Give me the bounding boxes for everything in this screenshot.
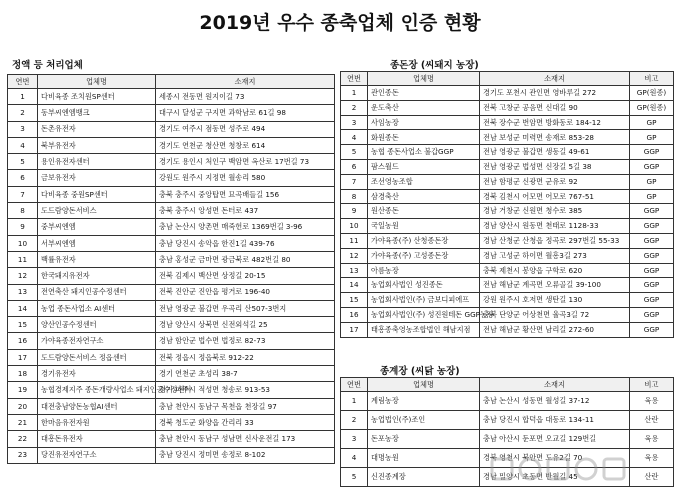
column-header: 연번 [341, 72, 368, 86]
table-cell: 대흥돈유전자 [38, 431, 156, 447]
table-cell: 8 [341, 189, 368, 204]
table-cell: 경기도 용인시 처인구 백암면 옥산로 17번길 73 [156, 154, 335, 170]
table-cell: 전북 진안군 진안읍 평거로 196-40 [156, 284, 335, 300]
table-cell: 산란 [630, 468, 674, 487]
table-row [341, 278, 674, 293]
table-cell: GP(원종) [630, 100, 674, 115]
table-cell: 가야육종(주) 산청종돈장 [368, 233, 480, 248]
table-cell: 3 [8, 121, 38, 137]
table-row [8, 447, 335, 463]
table-row [8, 235, 335, 251]
table-cell: 23 [8, 447, 38, 463]
table-cell: 14 [8, 300, 38, 316]
table-cell: 다비육종 조치원SP센터 [38, 89, 156, 105]
table-row [8, 333, 335, 349]
table-cell: 중부씨엔엠 [38, 219, 156, 235]
table-row [8, 203, 335, 219]
table-cell: 경기도 포천시 관인면 영바루길 272 [480, 86, 630, 101]
table-row [341, 145, 674, 160]
table-row [8, 219, 335, 235]
table-row [341, 430, 674, 449]
table-cell: GGP [630, 233, 674, 248]
table-cell: 11 [341, 233, 368, 248]
table-cell: 13 [8, 284, 38, 300]
table-cell: 전남 영광군 불갑면 우곡리 산507-3번지 [156, 300, 335, 316]
table-cell: 북부유전자 [38, 137, 156, 153]
table-cell: 운도축산 [368, 100, 480, 115]
table-cell: GGP [630, 263, 674, 278]
table-cell: 한마음유전자원 [38, 414, 156, 430]
table-cell: 충남 논산시 양촌면 매죽헌로 1369번길 3-96 [156, 219, 335, 235]
table-cell: GGP [630, 322, 674, 337]
table-cell: 백률유전자 [38, 251, 156, 267]
table-cell: 전남 영광군 법성면 신장길 5길 38 [480, 159, 630, 174]
table-cell: 전북 김제시 백산면 상정길 20-15 [156, 268, 335, 284]
table-row [8, 154, 335, 170]
table-cell: GGP [630, 219, 674, 234]
table-row [341, 219, 674, 234]
table-cell: 충남 논산시 성동면 월성길 37-12 [480, 392, 630, 411]
table-row [341, 411, 674, 430]
table-header-row [341, 378, 674, 392]
table-cell: 2 [341, 411, 368, 430]
table-row [341, 263, 674, 278]
table-cell: 전남 함평군 신광면 군유로 92 [480, 174, 630, 189]
table-row [8, 349, 335, 365]
table-row [8, 431, 335, 447]
table-row [8, 300, 335, 316]
table-cell: 5 [8, 154, 38, 170]
table-row [341, 130, 674, 145]
table-cell: 신진종계장 [368, 468, 480, 487]
table-cell: 15 [8, 317, 38, 333]
table-cell: 전남 해남군 계곡면 오류골길 39-100 [480, 278, 630, 293]
table-row [8, 251, 335, 267]
table-row [341, 115, 674, 130]
table-cell: 9 [8, 219, 38, 235]
table-cell: 경북 김천시 어모면 어모로 767-51 [480, 189, 630, 204]
table-cell: 충북 단양군 어상천면 율곡3길 72 [480, 307, 630, 322]
table-cell: 22 [8, 431, 38, 447]
table-row [8, 186, 335, 202]
table-row [341, 392, 674, 411]
table-cell: 충남 아산시 둔포면 오교길 129번길 [480, 430, 630, 449]
table-row [8, 398, 335, 414]
table-cell: 산란 [630, 411, 674, 430]
table-cell: GGP [630, 293, 674, 308]
table-cell: 가야육종(주) 고성종돈장 [368, 248, 480, 263]
table-cell: 10 [8, 235, 38, 251]
table-cell: 1 [341, 86, 368, 101]
table-cell: 1 [341, 392, 368, 411]
column-header: 소재지 [480, 378, 630, 392]
table-row [8, 137, 335, 153]
table-cell: 화원종돈 [368, 130, 480, 145]
column-header: 비고 [630, 72, 674, 86]
table-cell: 15 [341, 293, 368, 308]
table-row [8, 121, 335, 137]
table-cell: 경남 양산시 원동면 천태로 1128-33 [480, 219, 630, 234]
table-cell: 8 [8, 203, 38, 219]
column-header: 업체명 [38, 75, 156, 89]
table-cell: 농업법인(주)조인 [368, 411, 480, 430]
table-cell: 6 [8, 170, 38, 186]
table-cell: 충남 천안시 동남구 목천읍 천장길 97 [156, 398, 335, 414]
table-cell: 19 [8, 382, 38, 398]
breeding-pig-farm-table [340, 71, 674, 338]
column-header: 연번 [8, 75, 38, 89]
table-header-row [8, 75, 335, 89]
table-cell: 경기도 연천군 청산면 청창로 614 [156, 137, 335, 153]
table-cell: 경남 밀양시 초동면 반월길 45 [480, 468, 630, 487]
page-title: 2019년 우수 종축업체 인증 현황 [199, 12, 481, 34]
table-cell: 충남 당진시 합덕읍 대동로 134-11 [480, 411, 630, 430]
table-cell: 3 [341, 115, 368, 130]
table-cell: 계림농장 [368, 392, 480, 411]
table-cell: 3 [341, 430, 368, 449]
table-cell: 4 [341, 449, 368, 468]
table-row [341, 189, 674, 204]
table-cell: 태흥종축영농조합법인 해남지점 [368, 322, 480, 337]
table-cell: GP(원종) [630, 86, 674, 101]
table-cell: 전북 장수군 번암면 방화동로 184-12 [480, 115, 630, 130]
table-cell: 도드람양돈서비스 [38, 203, 156, 219]
table-cell: 전북 정읍시 정읍북로 912-22 [156, 349, 335, 365]
table-cell: 관인종돈 [368, 86, 480, 101]
table-row [8, 105, 335, 121]
table-cell: 농업회사법인(주) 금보디피에프 [368, 293, 480, 308]
table-row [341, 159, 674, 174]
table-cell: 육용 [630, 392, 674, 411]
table-cell: 농업회사법인(주) 성진원테돈 GGP농장 [368, 307, 480, 322]
table-cell: 돈촌유전자 [38, 121, 156, 137]
bottom-section-title: 종계장 (씨닭 농장) [380, 366, 460, 377]
table-row [8, 284, 335, 300]
table-cell: 양산인공수정센터 [38, 317, 156, 333]
column-header: 소재지 [480, 72, 630, 86]
table-row [8, 414, 335, 430]
table-cell: 충남 천안시 동남구 성남면 신사운전길 173 [156, 431, 335, 447]
table-cell: GP [630, 130, 674, 145]
table-cell: 도드람양돈서비스 정읍센터 [38, 349, 156, 365]
table-cell: 12 [341, 248, 368, 263]
table-cell: 6 [341, 159, 368, 174]
table-cell: 경남 산청군 산청읍 정곡로 297번길 55-33 [480, 233, 630, 248]
table-cell: 충북 제천시 봉양읍 구학로 620 [480, 263, 630, 278]
table-cell: 한국돼지유전자 [38, 268, 156, 284]
table-cell: 금보유전자 [38, 170, 156, 186]
column-header: 업체명 [368, 72, 480, 86]
table-cell: 농협경제지주 종돈개량사업소 돼지인공수정센터 [38, 382, 156, 398]
table-cell: 충남 당진시 정미면 송정로 8-102 [156, 447, 335, 463]
left-section-title: 정액 등 처리업체 [12, 60, 83, 71]
table-cell: 원산종돈 [368, 204, 480, 219]
table-row [8, 317, 335, 333]
table-cell: 사임농장 [368, 115, 480, 130]
table-cell: 대명농원 [368, 449, 480, 468]
table-cell: 경기 파주시 적성면 청송로 913-53 [156, 382, 335, 398]
table-cell: 전북 고창군 공음면 신대길 90 [480, 100, 630, 115]
table-cell: GGP [630, 248, 674, 263]
table-row [341, 307, 674, 322]
table-cell: 전남 영광군 불갑면 생동길 49-61 [480, 145, 630, 160]
table-cell: 돈포농장 [368, 430, 480, 449]
table-cell: 강원 원주시 호저면 생탄길 130 [480, 293, 630, 308]
table-row [8, 366, 335, 382]
table-cell: 삼경축산 [368, 189, 480, 204]
table-cell: 경남 거창군 신원면 청수로 385 [480, 204, 630, 219]
table-cell: 대전충남양돈농협AI센터 [38, 398, 156, 414]
table-cell: 다비육종 중원SP센터 [38, 186, 156, 202]
column-header: 업체명 [368, 378, 480, 392]
column-header: 연번 [341, 378, 368, 392]
table-cell: 용인유전자센터 [38, 154, 156, 170]
table-cell: 서부씨엔엠 [38, 235, 156, 251]
table-row [341, 322, 674, 337]
table-cell: 11 [8, 251, 38, 267]
table-cell: 국일농원 [368, 219, 480, 234]
table-header-row [341, 72, 674, 86]
table-cell: 5 [341, 468, 368, 487]
table-cell: 12 [8, 268, 38, 284]
table-cell: 가야육종전자연구소 [38, 333, 156, 349]
table-cell: 강원도 원주시 지정면 월송리 580 [156, 170, 335, 186]
table-cell: 경남 양산시 상북면 신전외석길 25 [156, 317, 335, 333]
table-cell: 대구시 달성군 구지면 과학남로 61길 98 [156, 105, 335, 121]
table-cell: 9 [341, 204, 368, 219]
table-cell: 18 [8, 366, 38, 382]
table-cell: 경남 함안군 법수면 법정로 82-73 [156, 333, 335, 349]
table-cell: 전남 보성군 미력면 송재로 853-28 [480, 130, 630, 145]
table-cell: 농업 종돈사업소 AI센터 [38, 300, 156, 316]
table-cell: 당진유전자연구소 [38, 447, 156, 463]
table-row [341, 233, 674, 248]
table-cell: GGP [630, 278, 674, 293]
column-header: 소재지 [156, 75, 335, 89]
table-row [341, 293, 674, 308]
semen-processor-table [7, 74, 335, 464]
table-cell: 1 [8, 89, 38, 105]
table-cell: 동부씨엔엠뱅크 [38, 105, 156, 121]
column-header: 비고 [630, 378, 674, 392]
table-cell: 농협 종돈사업소 불갑GGP [368, 145, 480, 160]
table-cell: 세종시 전동면 원지이길 73 [156, 89, 335, 105]
table-row [8, 89, 335, 105]
table-cell: 전남 해남군 황산면 남리길 272-60 [480, 322, 630, 337]
table-cell: 14 [341, 278, 368, 293]
table-cell: 7 [341, 174, 368, 189]
table-row [8, 268, 335, 284]
table-row [341, 174, 674, 189]
table-cell: 16 [341, 307, 368, 322]
table-cell: 육용 [630, 449, 674, 468]
table-cell: 충북 충주시 중앙탑면 묘곡배들길 156 [156, 186, 335, 202]
table-cell: GP [630, 115, 674, 130]
table-cell: 4 [341, 130, 368, 145]
table-cell: 2 [8, 105, 38, 121]
table-cell: GGP [630, 204, 674, 219]
right-section-title: 종돈장 (씨돼지 농장) [390, 60, 479, 71]
table-cell: 경기도 여주시 점동면 성주로 494 [156, 121, 335, 137]
table-cell: 경남 고성군 하이면 월흥3길 273 [480, 248, 630, 263]
table-cell: 5 [341, 145, 368, 160]
table-row [341, 204, 674, 219]
table-cell: 아름농장 [368, 263, 480, 278]
table-cell: 17 [341, 322, 368, 337]
table-row [341, 248, 674, 263]
table-cell: 16 [8, 333, 38, 349]
table-cell: 경북 청도군 화양읍 간리리 33 [156, 414, 335, 430]
table-cell: 10 [341, 219, 368, 234]
table-row [8, 170, 335, 186]
table-cell: 충남 홍성군 금마면 광금북로 482번길 80 [156, 251, 335, 267]
table-cell: 17 [8, 349, 38, 365]
table-cell: 경기유전자 [38, 366, 156, 382]
table-cell: 7 [8, 186, 38, 202]
table-row [8, 382, 335, 398]
table-cell: 농업회사법인 성진종돈 [368, 278, 480, 293]
table-cell: 충북 충주시 앙성면 돈터로 437 [156, 203, 335, 219]
table-cell: GGP [630, 159, 674, 174]
table-cell: 충남 당진시 송악읍 한진1길 439-76 [156, 235, 335, 251]
table-cell: 2 [341, 100, 368, 115]
table-cell: 13 [341, 263, 368, 278]
table-cell: GGP [630, 145, 674, 160]
table-cell: 조선영농조합 [368, 174, 480, 189]
table-row [341, 86, 674, 101]
table-row [341, 100, 674, 115]
table-cell: GP [630, 174, 674, 189]
table-cell: GGP [630, 307, 674, 322]
table-cell: 전연축산 돼지인공수정센터 [38, 284, 156, 300]
table-cell: GP [630, 189, 674, 204]
table-cell: 경기 연천군 초성리 38-7 [156, 366, 335, 382]
table-cell: 경북 영천시 북안면 도유2길 70 [480, 449, 630, 468]
watermark-logo [490, 455, 640, 492]
table-cell: 21 [8, 414, 38, 430]
table-cell: 팜스월드 [368, 159, 480, 174]
table-cell: 4 [8, 137, 38, 153]
table-cell: 육용 [630, 430, 674, 449]
table-cell: 20 [8, 398, 38, 414]
